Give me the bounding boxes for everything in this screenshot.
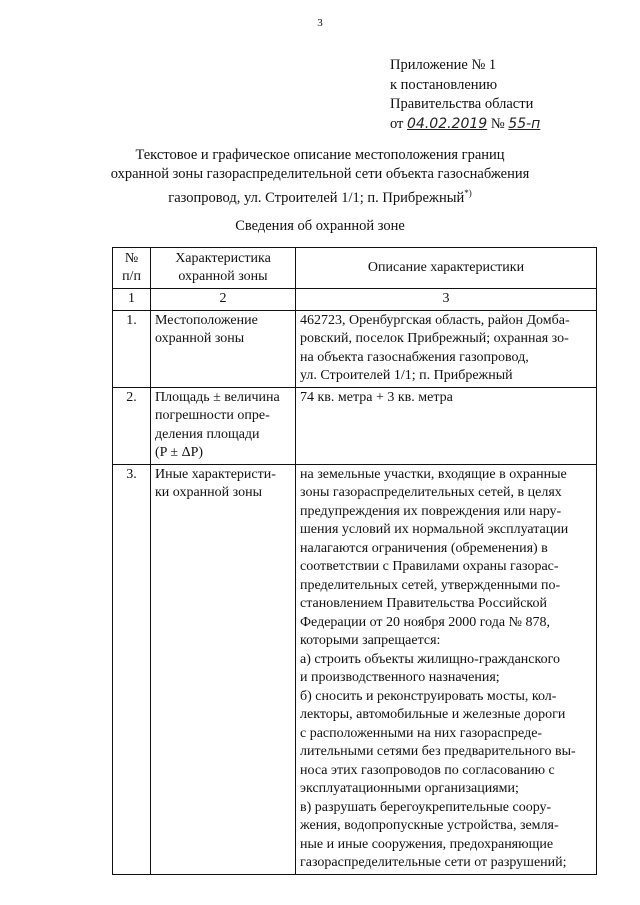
page-number: 3 [317, 17, 323, 29]
characteristic-line: Местоположение [155, 312, 258, 328]
col-number-1: 1 [113, 289, 151, 311]
appendix-line-1: Приложение № 1 [390, 57, 497, 73]
description-line: и производственного назначения; [300, 670, 500, 685]
description-line: Федерации от 20 ноября 2000 года № 878, [300, 614, 550, 630]
characteristic-line: охранной зоны [155, 331, 245, 346]
row-description [296, 310, 597, 387]
description-line: 462723, Оренбургская область, район Домба- [300, 312, 570, 328]
table-row [113, 310, 597, 387]
title-line-3: газопровод, ул. Строителей 1/1; п. Прибрежный*) [168, 188, 472, 206]
row-number: 3. [113, 464, 151, 874]
row-characteristic [151, 310, 296, 387]
description-line: жения, водопропускные устройства, земля- [300, 818, 559, 833]
characteristic-line: Площадь ± величина [155, 389, 280, 405]
description-line: эксплуатационными организациями; [300, 781, 519, 796]
date-prefix: от [390, 115, 404, 132]
handwritten-number: 55-п [508, 115, 541, 132]
header-cell-number: № п/п [113, 248, 151, 289]
description-line: с расположенными на них газораспреде- [300, 725, 543, 741]
description-line: а) строить объекты жилищно-гражданского [300, 651, 560, 667]
description-line: ул. Строителей 1/1; п. Прибрежный [300, 368, 513, 383]
section-subtitle: Сведения об охранной зоне [235, 218, 405, 234]
characteristic-line: ки охранной зоны [155, 485, 262, 500]
description-line: ные и иные сооружения, предохраняющие [300, 836, 554, 852]
description-line: лительными сетями без предварительного вы- [300, 744, 576, 759]
appendix-line-3: Правительства области [390, 96, 534, 112]
description-line: в) разрушать берегоукрепительные соору- [300, 799, 552, 815]
characteristic-line: (P ± ΔP) [155, 445, 204, 460]
protection-zone-table [112, 247, 597, 875]
appendix-line-2: к постановлению [390, 76, 498, 93]
description-line: б) сносить и реконструировать мосты, кол- [300, 688, 557, 704]
title-line-1: Текстовое и графическое описание местоположения границ [135, 147, 505, 163]
characteristic-line: деления площади [155, 426, 260, 442]
col-number-2: 2 [151, 289, 296, 311]
description-line: носа этих газопроводов по согласованию с [300, 762, 555, 778]
table-row [113, 387, 597, 464]
row-characteristic [151, 464, 296, 874]
description-line: зоны газораспределительных сетей, в целях [300, 485, 562, 500]
header-cell-description: Описание характеристики [296, 248, 597, 289]
header-cell-characteristic: Характеристика охранной зоны [151, 248, 296, 289]
appendix-block [390, 56, 540, 134]
description-line: 74 кв. метра + 3 кв. метра [300, 389, 453, 405]
description-line: предупреждения их повреждения или нару- [300, 503, 562, 519]
description-line: которыми запрещается: [300, 633, 441, 648]
characteristic-line: погрешности опре- [155, 408, 270, 423]
description-line: шения условий их нормальной эксплуатации [300, 522, 569, 537]
col-number-3: 3 [296, 289, 597, 311]
description-line: пределительных сетей, утвержденными по- [300, 577, 561, 593]
row-description [296, 387, 597, 464]
description-line: налагаются ограничения (обременения) в [300, 540, 548, 556]
description-line: газораспределительные сети от разрушений; [300, 855, 567, 870]
document-title [0, 146, 640, 208]
description-line: соответствии с Правилами охраны газорас- [300, 559, 559, 574]
characteristic-line: Иные характеристи- [155, 466, 276, 482]
row-description [296, 464, 597, 874]
row-number: 1. [113, 310, 151, 387]
description-line: лекторы, автомобильные и железные дороги [300, 707, 566, 722]
description-line: на земельные участки, входящие в охранные [300, 466, 567, 482]
number-prefix: № [490, 115, 505, 132]
table-row [113, 464, 597, 874]
table-header-row [113, 248, 597, 289]
row-number: 2. [113, 387, 151, 464]
description-line: ровский, поселок Прибрежный; охранная зо- [300, 331, 569, 346]
column-number-row [113, 289, 597, 311]
title-line-2: охранной зоны газораспределительной сети объекта газоснабжения [110, 166, 530, 182]
handwritten-date: 04.02.2019 [407, 115, 488, 132]
description-line: становлением Правительства Российской [300, 596, 547, 611]
footnote-mark: *) [464, 188, 472, 198]
description-line: на объекта газоснабжения газопровод, [300, 349, 529, 365]
appendix-date-line [390, 115, 540, 135]
row-characteristic [151, 387, 296, 464]
